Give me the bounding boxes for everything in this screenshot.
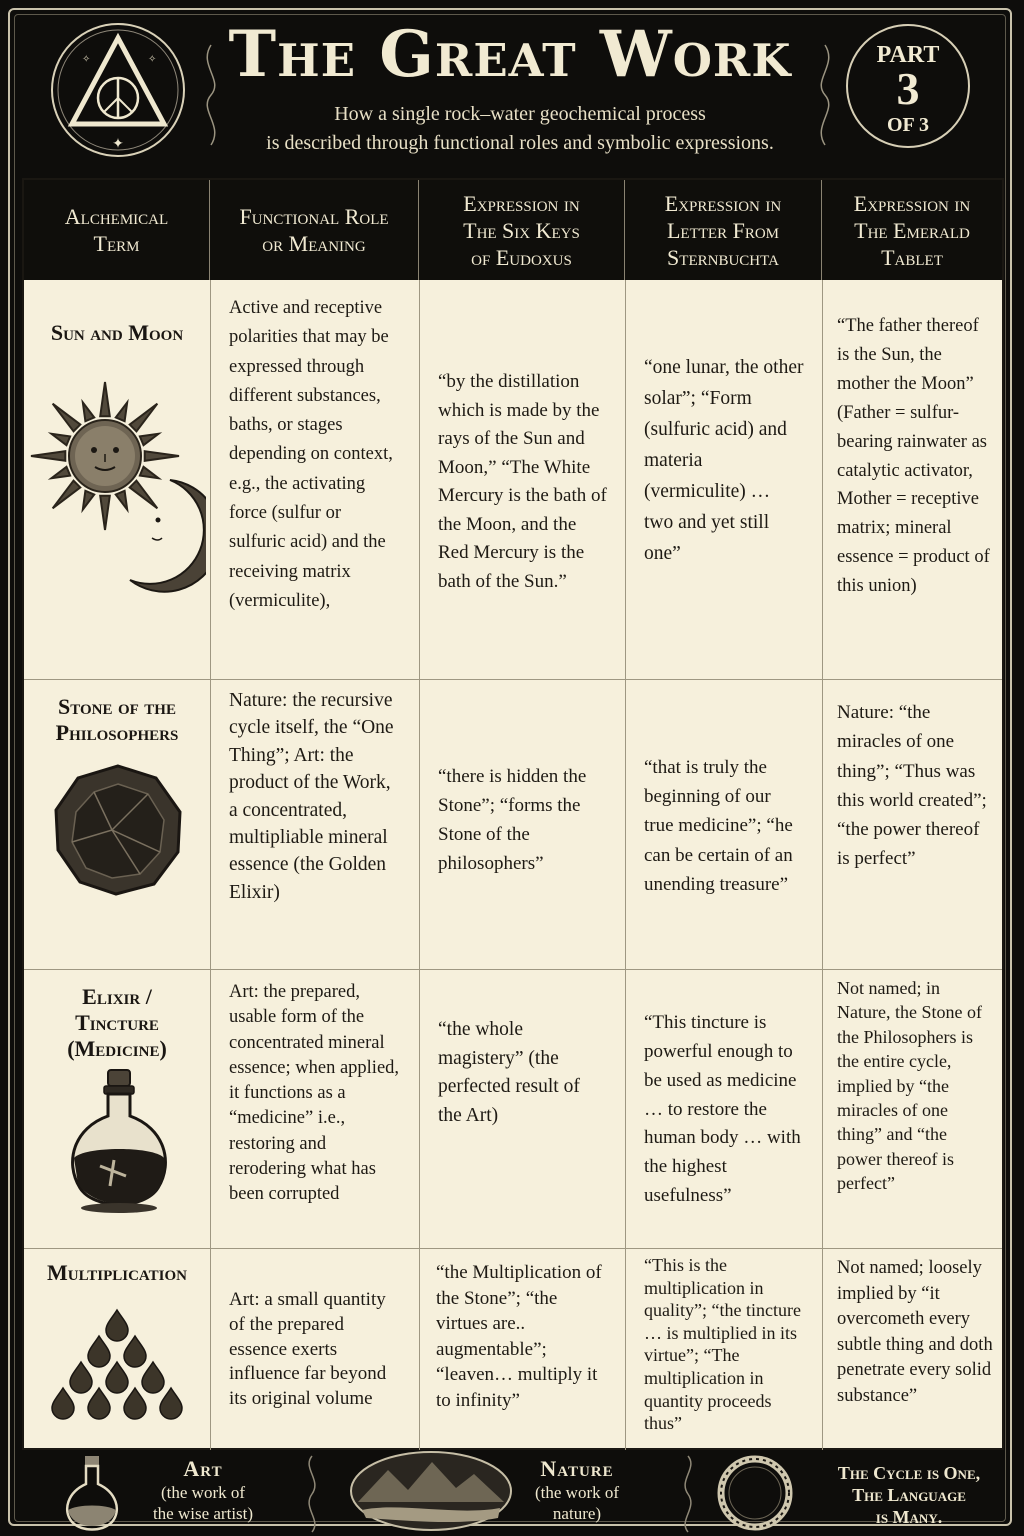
- term-name: Stone of the Philosophers: [55, 694, 179, 745]
- role-cell: Active and receptive polarities that may be expressed through different substances, baths, or stages depending on context, e.g., the activating force (sulfur or sulfuric acid) and the receiving matrix (vermiculite),: [229, 298, 393, 611]
- svg-text:✧: ✧: [148, 54, 157, 65]
- footer-art: Art (the work of the wise artist): [128, 1456, 278, 1524]
- sun-ray: [130, 404, 158, 432]
- subtitle-line-1: How a single rock–water geochemical process: [334, 103, 706, 125]
- alchemical-emblem-icon: [48, 20, 188, 160]
- term-name: Elixir / Tincture (Medicine): [67, 984, 167, 1061]
- sun-ray: [116, 491, 127, 510]
- column-header-eudoxus: Expression in The Six Keys of Eudoxus: [419, 180, 625, 280]
- sun-ray: [83, 491, 94, 510]
- landscape-icon: [348, 1450, 514, 1532]
- role-cell: Art: the prepared, usable form of the concentrated mineral essence; when applied, it functions as a “medicine” i.e., restoring and rerodering what has been corrupted: [229, 982, 400, 1205]
- sternbuchta-cell: “one lunar, the other solar”; “Form (sulfuric acid) and materia (vermiculite) … two and yet still one”: [644, 356, 804, 564]
- sternbuchta-cell: “that is truly the beginning of our true medicine”; “he can be certain of an unending treasure”: [644, 756, 793, 895]
- grid-line: [24, 969, 1002, 970]
- sun-ray: [53, 481, 81, 509]
- divider-ornament-icon: [300, 1454, 324, 1534]
- sun-ray: [116, 402, 127, 421]
- footer-motto: The Cycle is One, The Language is Many.: [837, 1463, 981, 1527]
- sun-ray: [51, 467, 70, 478]
- sun-and-moon-icon: [30, 370, 206, 594]
- emerald-cell: “The father thereof is the Sun, the mother the Moon” (Father = sulfur-bearing rainwater as catalytic activator, Mother = receptive matrix; mineral essence = product of this union): [837, 316, 990, 597]
- sun-ray: [53, 404, 81, 432]
- column-header-term: Alchemical Term: [24, 180, 210, 280]
- part-word: PART: [876, 42, 940, 68]
- emerald-cell: Nature: “the miracles of one thing”; “Thus was this world created”; “the power thereof is perfect”: [837, 702, 987, 870]
- column-header-emerald: Expression in The Emerald Tablet: [822, 180, 1002, 280]
- subtitle-line-2: is described through functional roles and symbolic expressions.: [266, 132, 774, 154]
- grid-line: [24, 1248, 1002, 1249]
- sun-ray: [83, 402, 94, 421]
- sun-ray: [140, 467, 159, 478]
- footer-nature: Nature (the work of nature): [514, 1456, 640, 1524]
- sternbuchta-cell: “This is the multiplication in quality”; “the tincture … is multiplied in its virtue”; “The multiplication in quantity proceeds thus”: [644, 1255, 801, 1434]
- sternbuchta-cell: “This tincture is powerful enough to be used as medicine … to restore the human body … with the highest usefulness”: [644, 1011, 801, 1207]
- footer-nature-title: Nature: [540, 1456, 614, 1481]
- sun-ray: [51, 434, 70, 445]
- sun-ray: [100, 382, 110, 416]
- header: [0, 0, 1024, 178]
- column-header-role: Functional Role or Meaning: [210, 180, 419, 280]
- divider-ornament-icon: [676, 1454, 700, 1534]
- sun-ray: [31, 451, 65, 461]
- column-header-sternbuchta: Expression in Letter From Sternbuchta: [625, 180, 822, 280]
- part-number: 3: [896, 63, 920, 114]
- eudoxus-cell: “there is hidden the Stone”; “forms the Stone of the philosophers”: [438, 766, 587, 874]
- eudoxus-cell: “the Multiplication of the Stone”; “the virtues are.. augmentable”; “leaven… multiply it to infinity”: [436, 1262, 602, 1411]
- sun-ray: [100, 496, 110, 530]
- part-of: OF 3: [886, 114, 930, 136]
- sun-ray: [140, 434, 159, 445]
- emerald-cell: Not named; in Nature, the Stone of the Philosophers is the entire cycle, implied by “the miracles of one thing” and “the power thereof is perfect”: [837, 978, 982, 1194]
- flask-icon: [60, 1066, 178, 1216]
- svg-text:✦: ✦: [112, 136, 124, 152]
- comparison-table: [22, 178, 1004, 1450]
- page-title: The Great Work: [228, 17, 792, 92]
- svg-text:✧: ✧: [82, 54, 91, 65]
- term-name: Multiplication: [47, 1260, 187, 1285]
- term-name: Sun and Moon: [50, 320, 184, 345]
- emerald-cell: Not named; loosely implied by “it overcometh every subtle thing and doth penetrate every solid substance”: [837, 1258, 993, 1406]
- role-cell: Nature: the recursive cycle itself, the “One Thing”; Art: the product of the Work, a concentrated, multipliable mineral essence (the Golden Elixir): [229, 690, 394, 903]
- eudoxus-cell: “the whole magistery” (the perfected result of the Art): [438, 1019, 580, 1127]
- footer-art-title: Art: [183, 1456, 223, 1481]
- page-subtitle: [200, 100, 840, 158]
- grid-line: [24, 679, 1002, 680]
- ouroboros-icon: [712, 1452, 798, 1534]
- eudoxus-cell: “by the distillation which is made by the rays of the Sun and Moon,” “The White Mercury is the bath of the Moon, and the Red Mercury is the bath of the Sun.”: [438, 371, 607, 592]
- stone-icon: [48, 760, 188, 900]
- role-cell: Art: a small quantity of the prepared essence exerts influence far beyond its original volume: [229, 1289, 387, 1410]
- part-badge: [846, 24, 970, 148]
- sun-ray: [130, 481, 158, 509]
- sun-ray: [145, 451, 179, 461]
- flask-footer-icon: [60, 1454, 124, 1532]
- droplets-icon: [42, 1306, 192, 1422]
